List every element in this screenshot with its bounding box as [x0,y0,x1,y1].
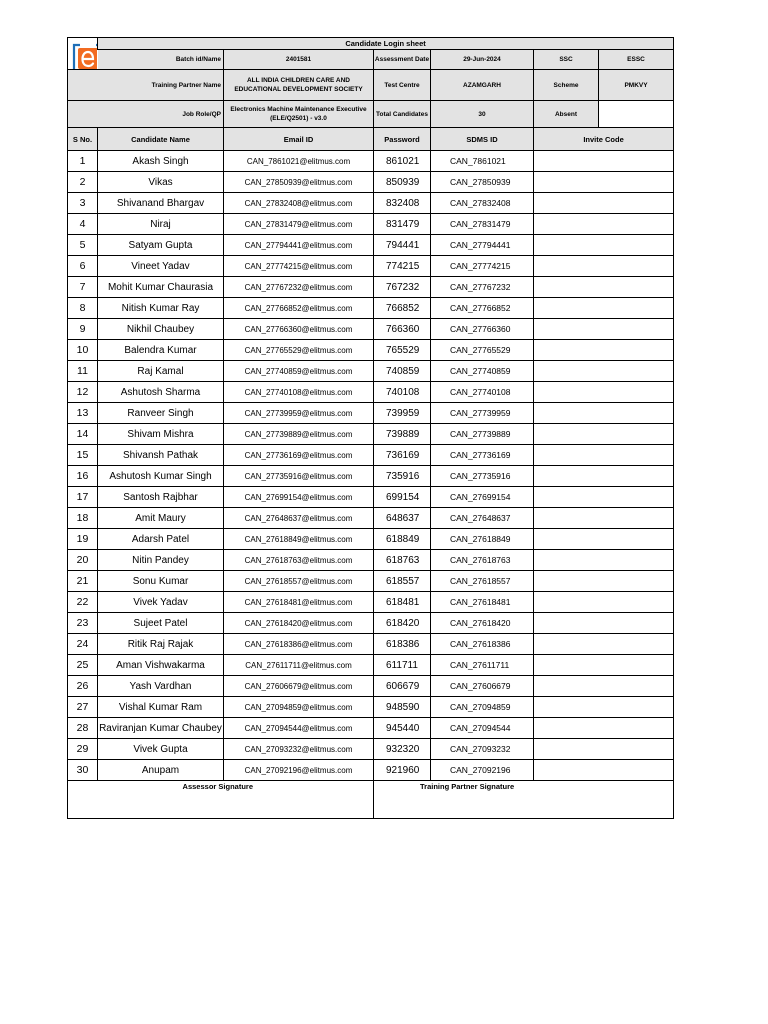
candidate-email: CAN_27093232@elitmus.com [224,739,374,760]
candidate-invite-code [534,382,674,403]
candidate-sdms-id: CAN_27648637 [431,508,534,529]
candidate-email: CAN_27735916@elitmus.com [224,466,374,487]
candidate-email: CAN_27618557@elitmus.com [224,571,374,592]
table-row [68,403,674,424]
candidate-password: 618481 [374,592,431,613]
candidate-sno: 24 [68,634,98,655]
table-row [68,487,674,508]
candidate-sdms-id: CAN_27850939 [431,172,534,193]
candidate-password: 611711 [374,655,431,676]
table-row [68,529,674,550]
col-sdms-header: SDMS ID [431,128,534,151]
candidate-name: Balendra Kumar [98,340,224,361]
candidate-password: 618763 [374,550,431,571]
candidate-email: CAN_27618763@elitmus.com [224,550,374,571]
sheet-title: Candidate Login sheet [98,38,674,50]
table-row [68,361,674,382]
candidate-password: 618557 [374,571,431,592]
tp-signature-label: Training Partner Signature [420,782,515,791]
candidate-sdms-id: CAN_27093232 [431,739,534,760]
candidate-password: 618386 [374,634,431,655]
col-invite-header: Invite Code [534,128,674,151]
batch-label: Batch id/Name [98,50,224,70]
candidate-invite-code [534,340,674,361]
candidate-password: 794441 [374,235,431,256]
candidate-name: Vishal Kumar Ram [98,697,224,718]
tp-signature-box [374,781,674,819]
candidate-email: CAN_27739959@elitmus.com [224,403,374,424]
candidate-name: Nitish Kumar Ray [98,298,224,319]
ssc-label: SSC [534,50,599,70]
candidate-invite-code [534,550,674,571]
candidate-sdms-id: CAN_27740859 [431,361,534,382]
candidate-sdms-id: CAN_27774215 [431,256,534,277]
table-row [68,697,674,718]
candidate-name: Nikhil Chaubey [98,319,224,340]
candidate-name: Vivek Yadav [98,592,224,613]
candidate-name: Ashutosh Sharma [98,382,224,403]
candidate-sdms-id: CAN_27831479 [431,214,534,235]
candidate-name: Vikas [98,172,224,193]
candidate-sno: 20 [68,550,98,571]
candidate-sno: 8 [68,298,98,319]
training-partner-value: ALL INDIA CHILDREN CARE AND EDUCATIONAL DEVELOPMENT SOCIETY [224,70,374,101]
candidate-name: Yash Vardhan [98,676,224,697]
candidate-password: 774215 [374,256,431,277]
candidate-sno: 4 [68,214,98,235]
candidate-invite-code [534,256,674,277]
candidate-invite-code [534,298,674,319]
candidate-sdms-id: CAN_27094544 [431,718,534,739]
candidate-name: Anupam [98,760,224,781]
candidate-invite-code [534,487,674,508]
col-name-header: Candidate Name [98,128,224,151]
assessment-date-label: Assessment Date [374,50,431,70]
candidate-password: 699154 [374,487,431,508]
absent-label: Absent [534,101,599,128]
candidate-password: 832408 [374,193,431,214]
job-role-label: Job Role/QP [68,101,224,128]
candidate-invite-code [534,403,674,424]
candidate-sdms-id: CAN_27618763 [431,550,534,571]
candidate-sno: 7 [68,277,98,298]
candidate-name: Santosh Rajbhar [98,487,224,508]
elitmus-logo-icon [71,42,98,70]
table-row [68,571,674,592]
candidate-name: Ashutosh Kumar Singh [98,466,224,487]
candidate-sno: 23 [68,613,98,634]
table-row [68,760,674,781]
candidate-invite-code [534,508,674,529]
candidate-sdms-id: CAN_27092196 [431,760,534,781]
candidate-password: 606679 [374,676,431,697]
scheme-value: PMKVY [599,70,674,101]
candidate-sdms-id: CAN_27618386 [431,634,534,655]
ssc-value: ESSC [599,50,674,70]
candidate-sno: 2 [68,172,98,193]
candidate-email: CAN_27832408@elitmus.com [224,193,374,214]
sheet-table [67,37,674,819]
table-row [68,193,674,214]
candidate-invite-code [534,235,674,256]
table-row [68,445,674,466]
candidate-sno: 16 [68,466,98,487]
candidate-sdms-id: CAN_27618420 [431,613,534,634]
candidate-sdms-id: CAN_27618557 [431,571,534,592]
candidate-sno: 27 [68,697,98,718]
test-centre-value: AZAMGARH [431,70,534,101]
table-row [68,319,674,340]
batch-value: 2401581 [224,50,374,70]
table-row [68,214,674,235]
candidate-password: 648637 [374,508,431,529]
table-row [68,235,674,256]
candidate-invite-code [534,718,674,739]
candidate-email: CAN_27618849@elitmus.com [224,529,374,550]
candidate-invite-code [534,277,674,298]
candidate-invite-code [534,172,674,193]
candidate-name: Amit Maury [98,508,224,529]
candidate-sdms-id: CAN_27740108 [431,382,534,403]
table-row [68,718,674,739]
candidate-password: 831479 [374,214,431,235]
candidate-password: 948590 [374,697,431,718]
col-email-header: Email ID [224,128,374,151]
candidate-name: Vineet Yadav [98,256,224,277]
candidate-sno: 5 [68,235,98,256]
table-row [68,739,674,760]
candidate-email: CAN_27736169@elitmus.com [224,445,374,466]
candidate-password: 945440 [374,718,431,739]
candidate-sno: 17 [68,487,98,508]
candidate-email: CAN_27648637@elitmus.com [224,508,374,529]
col-password-header: Password [374,128,431,151]
candidate-invite-code [534,424,674,445]
candidate-sno: 6 [68,256,98,277]
total-candidates-label: Total Candidates [374,101,431,128]
table-row [68,340,674,361]
test-centre-label: Test Centre [374,70,431,101]
candidate-sdms-id: CAN_27739959 [431,403,534,424]
candidate-invite-code [534,655,674,676]
candidate-name: Nitin Pandey [98,550,224,571]
candidate-email: CAN_27831479@elitmus.com [224,214,374,235]
candidate-sno: 18 [68,508,98,529]
candidate-invite-code [534,193,674,214]
candidate-sdms-id: CAN_27767232 [431,277,534,298]
absent-value [599,101,674,128]
candidate-sno: 14 [68,424,98,445]
candidate-sdms-id: CAN_27766852 [431,298,534,319]
candidate-password: 740859 [374,361,431,382]
candidate-name: Sujeet Patel [98,613,224,634]
candidate-password: 766360 [374,319,431,340]
candidate-invite-code [534,760,674,781]
table-row [68,508,674,529]
candidate-sdms-id: CAN_27794441 [431,235,534,256]
table-row [68,424,674,445]
candidate-sdms-id: CAN_27739889 [431,424,534,445]
table-row [68,382,674,403]
candidate-name: Akash Singh [98,151,224,172]
candidate-sdms-id: CAN_7861021 [431,151,534,172]
candidate-sno: 22 [68,592,98,613]
candidate-name: Satyam Gupta [98,235,224,256]
candidate-sno: 21 [68,571,98,592]
candidate-email: CAN_27774215@elitmus.com [224,256,374,277]
assessor-signature-box [68,781,374,819]
candidate-sno: 29 [68,739,98,760]
candidate-sno: 12 [68,382,98,403]
candidate-sno: 28 [68,718,98,739]
candidate-sno: 19 [68,529,98,550]
candidate-name: Aman Vishwakarma [98,655,224,676]
candidate-email: CAN_27794441@elitmus.com [224,235,374,256]
candidate-invite-code [534,634,674,655]
candidate-name: Adarsh Patel [98,529,224,550]
logo-cell [68,38,98,70]
candidate-name: Shivam Mishra [98,424,224,445]
candidate-invite-code [534,571,674,592]
candidate-email: CAN_27618481@elitmus.com [224,592,374,613]
candidate-sdms-id: CAN_27735916 [431,466,534,487]
candidate-email: CAN_27766360@elitmus.com [224,319,374,340]
candidate-sno: 10 [68,340,98,361]
table-row [68,676,674,697]
candidate-invite-code [534,151,674,172]
candidate-invite-code [534,613,674,634]
candidate-email: CAN_27740108@elitmus.com [224,382,374,403]
table-row [68,466,674,487]
candidate-password: 735916 [374,466,431,487]
table-row [68,298,674,319]
candidate-email: CAN_27766852@elitmus.com [224,298,374,319]
candidate-sno: 15 [68,445,98,466]
candidate-email: CAN_27765529@elitmus.com [224,340,374,361]
candidate-sdms-id: CAN_27618849 [431,529,534,550]
training-partner-label: Training Partner Name [68,70,224,101]
candidate-invite-code [534,529,674,550]
col-sno-header: S No. [68,128,98,151]
table-row [68,655,674,676]
candidate-sno: 25 [68,655,98,676]
candidate-login-sheet [67,37,673,819]
candidate-sno: 3 [68,193,98,214]
candidate-email: CAN_27699154@elitmus.com [224,487,374,508]
candidate-password: 736169 [374,445,431,466]
candidate-password: 618420 [374,613,431,634]
table-row [68,256,674,277]
candidate-sno: 13 [68,403,98,424]
candidate-invite-code [534,214,674,235]
candidate-rows [68,151,674,781]
candidate-invite-code [534,466,674,487]
candidate-name: Mohit Kumar Chaurasia [98,277,224,298]
candidate-password: 618849 [374,529,431,550]
candidate-name: Vivek Gupta [98,739,224,760]
table-row [68,277,674,298]
candidate-sdms-id: CAN_27765529 [431,340,534,361]
candidate-email: CAN_27618386@elitmus.com [224,634,374,655]
candidate-password: 765529 [374,340,431,361]
candidate-password: 932320 [374,739,431,760]
candidate-invite-code [534,739,674,760]
candidate-invite-code [534,445,674,466]
candidate-email: CAN_27094859@elitmus.com [224,697,374,718]
total-candidates-value: 30 [431,101,534,128]
candidate-password: 766852 [374,298,431,319]
candidate-name: Niraj [98,214,224,235]
candidate-sdms-id: CAN_27766360 [431,319,534,340]
candidate-email: CAN_27094544@elitmus.com [224,718,374,739]
candidate-sno: 9 [68,319,98,340]
candidate-name: Raj Kamal [98,361,224,382]
table-row [68,592,674,613]
candidate-sdms-id: CAN_27832408 [431,193,534,214]
assessor-signature-label: Assessor Signature [182,782,253,791]
candidate-sdms-id: CAN_27618481 [431,592,534,613]
table-row [68,634,674,655]
candidate-name: Shivanand Bhargav [98,193,224,214]
candidate-invite-code [534,697,674,718]
candidate-sdms-id: CAN_27611711 [431,655,534,676]
candidate-name: Ranveer Singh [98,403,224,424]
candidate-email: CAN_7861021@elitmus.com [224,151,374,172]
candidate-invite-code [534,319,674,340]
candidate-email: CAN_27611711@elitmus.com [224,655,374,676]
candidate-sdms-id: CAN_27699154 [431,487,534,508]
job-role-value: Electronics Machine Maintenance Executive (ELE/Q2501) - v3.0 [224,101,374,128]
candidate-name: Sonu Kumar [98,571,224,592]
candidate-sdms-id: CAN_27094859 [431,697,534,718]
candidate-name: Ritik Raj Rajak [98,634,224,655]
table-row [68,151,674,172]
table-row [68,550,674,571]
assessment-date-value: 29-Jun-2024 [431,50,534,70]
candidate-sno: 1 [68,151,98,172]
candidate-name: Raviranjan Kumar Chaubey [98,718,224,739]
candidate-password: 739959 [374,403,431,424]
table-row [68,172,674,193]
candidate-invite-code [534,676,674,697]
candidate-email: CAN_27606679@elitmus.com [224,676,374,697]
candidate-invite-code [534,592,674,613]
candidate-email: CAN_27850939@elitmus.com [224,172,374,193]
candidate-password: 740108 [374,382,431,403]
candidate-password: 767232 [374,277,431,298]
candidate-sdms-id: CAN_27736169 [431,445,534,466]
candidate-password: 850939 [374,172,431,193]
candidate-email: CAN_27092196@elitmus.com [224,760,374,781]
candidate-sno: 30 [68,760,98,781]
candidate-password: 861021 [374,151,431,172]
candidate-sno: 26 [68,676,98,697]
candidate-email: CAN_27618420@elitmus.com [224,613,374,634]
candidate-email: CAN_27739889@elitmus.com [224,424,374,445]
candidate-sno: 11 [68,361,98,382]
scheme-label: Scheme [534,70,599,101]
candidate-email: CAN_27767232@elitmus.com [224,277,374,298]
candidate-name: Shivansh Pathak [98,445,224,466]
candidate-sdms-id: CAN_27606679 [431,676,534,697]
candidate-password: 921960 [374,760,431,781]
candidate-password: 739889 [374,424,431,445]
candidate-email: CAN_27740859@elitmus.com [224,361,374,382]
table-row [68,613,674,634]
candidate-invite-code [534,361,674,382]
